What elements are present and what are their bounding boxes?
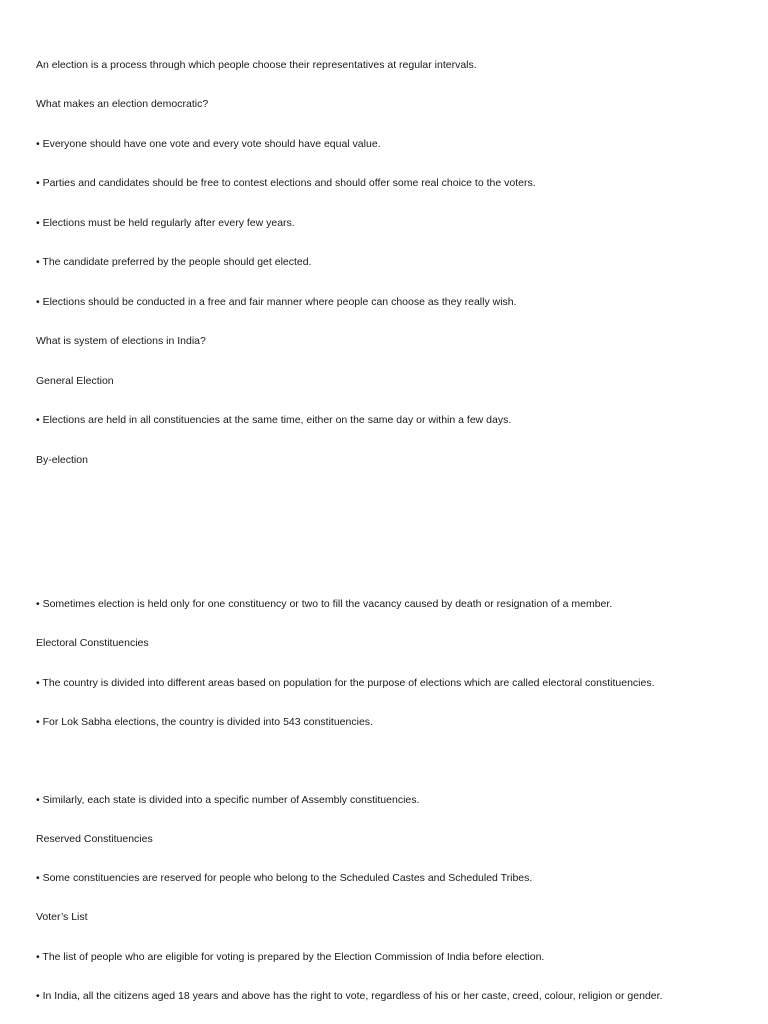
heading-system-of-elections: What is system of elections in India? [36,335,206,347]
heading-by-election: By-election [36,454,88,466]
bullet-item: • Elections must be held regularly after every few years. [36,217,295,229]
heading-what-makes-democratic: What makes an election democratic? [36,98,209,110]
heading-voters-list: Voter’s List [36,911,88,923]
bullet-item: • Similarly, each state is divided into a specific number of Assembly constituencies. [36,794,420,806]
bullet-item: • Elections should be conducted in a free and fair manner where people can choose as they really wish. [36,296,517,308]
bullet-item: • Some constituencies are reserved for people who belong to the Scheduled Castes and Scheduled Tribes. [36,872,533,884]
intro-paragraph: An election is a process through which people choose their representatives at regular intervals. [36,59,477,71]
bullet-item: • Parties and candidates should be free to contest elections and should offer some real choice to the voters. [36,177,536,189]
bullet-item: • In India, all the citizens aged 18 years and above has the right to vote, regardless of his or her caste, creed, colour, religion or gender. [36,990,663,1002]
bullet-item: • For Lok Sabha elections, the country is divided into 543 constituencies. [36,716,373,728]
bullet-item: • Elections are held in all constituencies at the same time, either on the same day or within a few days. [36,414,512,426]
bullet-item: • The candidate preferred by the people should get elected. [36,256,312,268]
bullet-item: • The country is divided into different areas based on population for the purpose of elections which are called electoral constituencies. [36,677,655,689]
bullet-item: • The list of people who are eligible for voting is prepared by the Election Commission of India before election. [36,951,545,963]
heading-reserved-constituencies: Reserved Constituencies [36,833,153,845]
heading-electoral-constituencies: Electoral Constituencies [36,637,149,649]
bullet-item: • Everyone should have one vote and every vote should have equal value. [36,138,381,150]
heading-general-election: General Election [36,375,114,387]
bullet-item: • Sometimes election is held only for one constituency or two to fill the vacancy caused by death or resignation of a member. [36,598,613,610]
